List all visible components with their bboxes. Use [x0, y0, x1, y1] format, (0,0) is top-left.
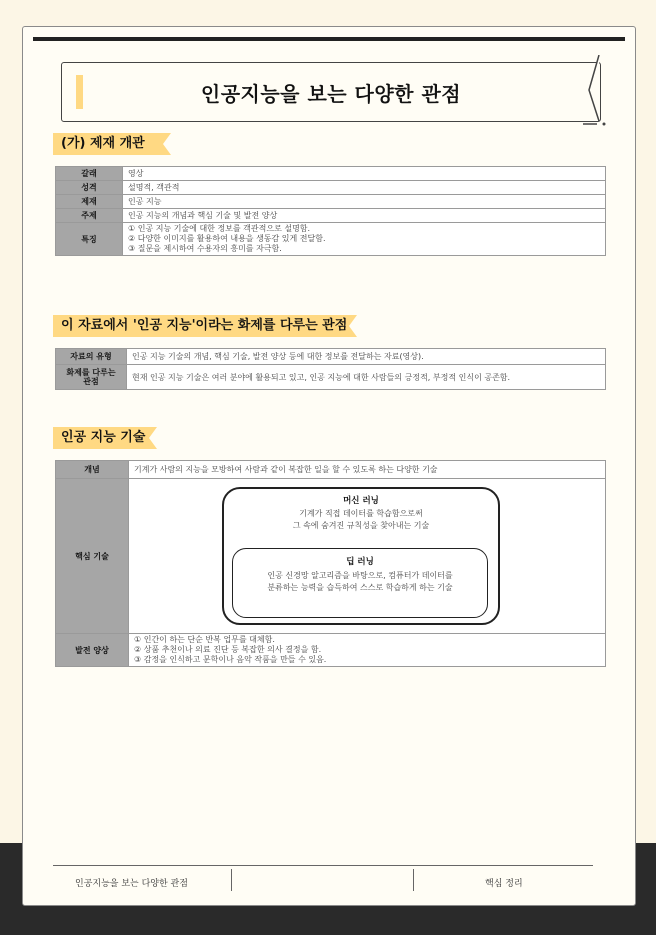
core-tech-cell	[129, 479, 606, 634]
feature-item: ② 다양한 이미지를 활용하여 내용을 생동감 있게 전달함.	[128, 234, 326, 243]
section-heading-perspective: 이 자료에서 '인공 지능'이라는 화제를 다루는 관점	[53, 315, 347, 337]
ml-desc-line: 기계가 직접 데이터를 학습함으로써	[299, 509, 423, 518]
row-label: 개념	[56, 461, 129, 479]
row-label: 제재	[56, 195, 123, 209]
table-row	[56, 461, 606, 479]
table-row	[56, 223, 606, 256]
title-box	[61, 62, 601, 122]
table-row	[56, 349, 606, 365]
development-item: ③ 감정을 인식하고 문학이나 음악 작품을 만들 수 있음.	[134, 655, 327, 664]
row-label: 발전 양상	[56, 634, 129, 667]
row-label: 성격	[56, 181, 123, 195]
row-value: 인공 지능의 개념과 핵심 기술 및 발전 양상	[123, 209, 606, 223]
table-row	[56, 209, 606, 223]
footer-section-label: 핵심 정리	[485, 879, 523, 889]
overview-table	[55, 166, 606, 256]
row-label: 갈래	[56, 167, 123, 181]
footer-divider	[413, 869, 414, 891]
row-label: 핵심 기술	[56, 479, 129, 634]
section-heading-ai-tech: 인공 지능 기술	[53, 427, 145, 449]
row-value: 인공 지능	[123, 195, 606, 209]
dl-title: 딥 러닝	[346, 557, 374, 567]
footer-rule	[53, 865, 593, 866]
dl-desc-line: 분류하는 능력을 습득하여 스스로 학습하게 하는 기술	[267, 583, 453, 592]
row-value: 현재 인공 지능 기술은 여러 분야에 활용되고 있고, 인공 지능에 대한 사람들의 긍정적, 부정적 인식이 공존함.	[127, 365, 606, 390]
row-value: 기계가 사람의 지능을 모방하여 사람과 같이 복잡한 일을 할 수 있도록 하는 다양한 기술	[129, 461, 606, 479]
row-label: 화제를 다루는 관점	[56, 365, 127, 390]
feature-item: ③ 질문을 제시하여 수용자의 흥미를 자극함.	[128, 244, 282, 253]
table-row	[56, 634, 606, 667]
development-item: ② 상품 추천이나 의료 진단 등 복잡한 의사 결정을 함.	[134, 645, 322, 654]
document-page	[22, 26, 636, 906]
feature-item: ① 인공 지능 기술에 대한 정보를 객관적으로 설명함.	[128, 224, 311, 233]
page-title: 인공지능을 보는 다양한 관점	[200, 82, 462, 106]
ml-title: 머신 러닝	[343, 496, 379, 506]
table-row	[56, 195, 606, 209]
title-ribbon-tail	[583, 55, 627, 127]
row-value-features	[123, 223, 606, 256]
footer-title: 인공지능을 보는 다양한 관점	[75, 879, 188, 889]
row-value: 영상	[123, 167, 606, 181]
perspective-table	[55, 348, 606, 390]
row-label: 특징	[56, 223, 123, 256]
row-value: 인공 지능 기술의 개념, 핵심 기술, 발전 양상 등에 대한 정보를 전달하는 자료(영상).	[127, 349, 606, 365]
dl-desc-line: 인공 신경망 알고리즘을 바탕으로, 컴퓨터가 데이터를	[267, 571, 453, 580]
table-row	[56, 181, 606, 195]
row-label: 주제	[56, 209, 123, 223]
ml-desc-line: 그 속에 숨겨진 규칙성을 찾아내는 기술	[292, 521, 430, 530]
footer-divider	[231, 869, 232, 891]
core-tech-diagram	[129, 479, 605, 633]
development-item: ① 인간이 하는 단순 반복 업무를 대체함.	[134, 635, 275, 644]
table-row	[56, 365, 606, 390]
top-rule	[33, 37, 625, 41]
row-value: 설명적, 객관적	[123, 181, 606, 195]
deep-learning-box	[232, 548, 488, 618]
table-row	[56, 479, 606, 634]
row-value-development	[129, 634, 606, 667]
row-label: 자료의 유형	[56, 349, 127, 365]
ai-tech-table	[55, 460, 606, 667]
section-heading-overview: (가) 제재 개관	[53, 133, 145, 155]
table-row	[56, 167, 606, 181]
